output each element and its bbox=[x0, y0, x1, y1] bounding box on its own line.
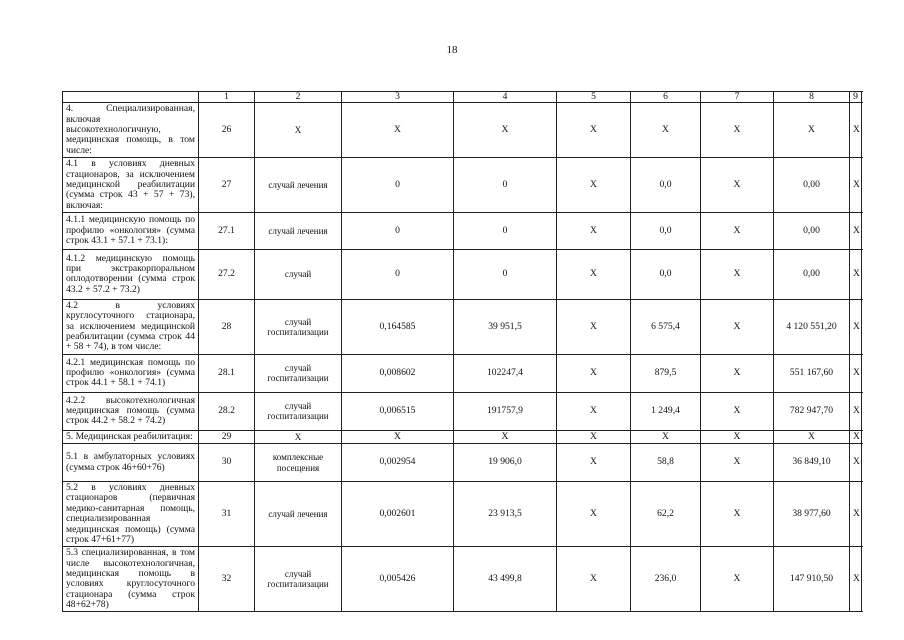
table-cell: Х bbox=[701, 212, 774, 249]
row-unit: Х bbox=[255, 430, 342, 443]
row-description: 4.1 в условиях дневных стационаров, за исключением медицинской реабилитации (сумма строк 43 + 57 + 73), включая: bbox=[63, 158, 199, 213]
row-description: 5.3 специализированная, в том числе высокотехнологичная, медицинская помощь в условиях круглосуточного стационара (сумма строк 48+62+78) bbox=[63, 547, 199, 612]
table-cell: Х bbox=[701, 392, 774, 430]
table-cell: 0,0 bbox=[631, 212, 701, 249]
table-cell: 0,164585 bbox=[342, 299, 454, 354]
table-row bbox=[63, 103, 862, 158]
row-unit: случай лечения bbox=[255, 212, 342, 249]
table-cell: Х bbox=[557, 482, 631, 547]
header-cell: 3 bbox=[342, 92, 454, 103]
header-row bbox=[63, 92, 862, 103]
table-cell: 102247,4 bbox=[454, 354, 557, 392]
row-description: 4.1.1 медицинскую помощь по профилю «онкология» (сумма строк 43.1 + 57.1 + 73.1): bbox=[63, 212, 199, 249]
table-cell: 0,00 bbox=[774, 212, 850, 249]
table-row bbox=[63, 430, 862, 443]
table-cell: Х bbox=[454, 430, 557, 443]
table-cell: Х bbox=[850, 299, 862, 354]
table-cell: Х bbox=[342, 430, 454, 443]
table-cell: Х bbox=[850, 158, 862, 213]
table-cell: Х bbox=[701, 482, 774, 547]
table-cell: 0,00 bbox=[774, 158, 850, 213]
row-description: 5. Медицинская реабилитация: bbox=[63, 430, 199, 443]
row-unit: случай госпитализации bbox=[255, 299, 342, 354]
table-cell: 1 249,4 bbox=[631, 392, 701, 430]
table-cell: Х bbox=[850, 482, 862, 547]
row-unit: случай госпитализации bbox=[255, 354, 342, 392]
table-cell: Х bbox=[557, 547, 631, 612]
table-row bbox=[63, 482, 862, 547]
table-cell: Х bbox=[557, 299, 631, 354]
table-cell: Х bbox=[557, 212, 631, 249]
table-row bbox=[63, 547, 862, 612]
table-cell: Х bbox=[850, 547, 862, 612]
table-row bbox=[63, 299, 862, 354]
row-number: 27.1 bbox=[199, 212, 255, 249]
row-description: 4. Специализированная, включая высокотехнологичную, медицинская помощь, в том числе: bbox=[63, 103, 199, 158]
table-row bbox=[63, 444, 862, 482]
report-table-body bbox=[63, 92, 862, 612]
table-cell: 0,00 bbox=[774, 249, 850, 299]
table-cell: 39 951,5 bbox=[454, 299, 557, 354]
table-row bbox=[63, 392, 862, 430]
header-cell: 1 bbox=[199, 92, 255, 103]
table-cell: 0 bbox=[342, 249, 454, 299]
table-cell: 236,0 bbox=[631, 547, 701, 612]
header-cell: 2 bbox=[255, 92, 342, 103]
table-cell: 62,2 bbox=[631, 482, 701, 547]
header-cell: 5 bbox=[557, 92, 631, 103]
table-cell: 0,002601 bbox=[342, 482, 454, 547]
table-cell: Х bbox=[701, 158, 774, 213]
table-cell: 147 910,50 bbox=[774, 547, 850, 612]
table-cell: 6 575,4 bbox=[631, 299, 701, 354]
table-cell: 0,0 bbox=[631, 158, 701, 213]
table-cell: 0,0 bbox=[631, 249, 701, 299]
table-cell: Х bbox=[850, 354, 862, 392]
table-cell: 0 bbox=[454, 212, 557, 249]
row-number: 28 bbox=[199, 299, 255, 354]
table-cell: 0 bbox=[342, 212, 454, 249]
table-cell: Х bbox=[774, 103, 850, 158]
table-cell: 782 947,70 bbox=[774, 392, 850, 430]
table-cell: 36 849,10 bbox=[774, 444, 850, 482]
table-cell: 191757,9 bbox=[454, 392, 557, 430]
table-cell: 551 167,60 bbox=[774, 354, 850, 392]
table-row bbox=[63, 158, 862, 213]
table-cell: Х bbox=[557, 444, 631, 482]
table-row bbox=[63, 212, 862, 249]
row-unit: случай госпитализации bbox=[255, 547, 342, 612]
table-cell: 0,002954 bbox=[342, 444, 454, 482]
header-cell: 6 bbox=[631, 92, 701, 103]
row-description: 4.2 в условиях круглосуточного стационара, за исключением медицинской реабилитации (сумма строк 44 + 58 + 74), в том числе: bbox=[63, 299, 199, 354]
table-cell: Х bbox=[701, 444, 774, 482]
table-cell: Х bbox=[850, 103, 862, 158]
row-unit: случай госпитализации bbox=[255, 392, 342, 430]
table-cell: Х bbox=[701, 354, 774, 392]
table-cell: Х bbox=[701, 299, 774, 354]
table-cell: Х bbox=[557, 392, 631, 430]
table-cell: Х bbox=[701, 249, 774, 299]
table-cell: Х bbox=[850, 444, 862, 482]
table-cell: Х bbox=[850, 249, 862, 299]
table-cell: Х bbox=[701, 103, 774, 158]
table-cell: Х bbox=[850, 212, 862, 249]
table-cell: Х bbox=[701, 430, 774, 443]
table-cell: 4 120 551,20 bbox=[774, 299, 850, 354]
row-unit: комплексные посещения bbox=[255, 444, 342, 482]
page-number: 18 bbox=[446, 44, 458, 56]
table-cell: Х bbox=[850, 430, 862, 443]
table-cell: 0 bbox=[454, 249, 557, 299]
table-cell: 43 499,8 bbox=[454, 547, 557, 612]
table-cell: Х bbox=[557, 103, 631, 158]
header-cell-empty bbox=[63, 92, 199, 103]
table-cell: 0,005426 bbox=[342, 547, 454, 612]
row-number: 27.2 bbox=[199, 249, 255, 299]
row-number: 30 bbox=[199, 444, 255, 482]
table-cell: 0,006515 bbox=[342, 392, 454, 430]
row-number: 32 bbox=[199, 547, 255, 612]
header-cell: 4 bbox=[454, 92, 557, 103]
row-number: 29 bbox=[199, 430, 255, 443]
row-unit: случай лечения bbox=[255, 158, 342, 213]
report-table bbox=[62, 91, 862, 612]
table-cell: Х bbox=[631, 430, 701, 443]
table-cell: 0 bbox=[342, 158, 454, 213]
table-cell: Х bbox=[850, 392, 862, 430]
row-number: 26 bbox=[199, 103, 255, 158]
row-description: 4.2.2 высокотехнологичная медицинская помощь (сумма строк 44.2 + 58.2 + 74.2) bbox=[63, 392, 199, 430]
table-cell: Х bbox=[701, 547, 774, 612]
row-number: 28.2 bbox=[199, 392, 255, 430]
table-row bbox=[63, 354, 862, 392]
table-cell: Х bbox=[557, 158, 631, 213]
table-cell: 23 913,5 bbox=[454, 482, 557, 547]
table-cell: 19 906,0 bbox=[454, 444, 557, 482]
header-cell: 9 bbox=[850, 92, 862, 103]
row-unit: Х bbox=[255, 103, 342, 158]
row-description: 5.1 в амбулаторных условиях (сумма строк 46+60+76) bbox=[63, 444, 199, 482]
table-cell: 58,8 bbox=[631, 444, 701, 482]
table-cell: Х bbox=[774, 430, 850, 443]
row-description: 5.2 в условиях дневных стационаров (первичная медико-санитарная помощь, специализированная медицинская помощь) (сумма строк 47+61+77) bbox=[63, 482, 199, 547]
row-unit: случай лечения bbox=[255, 482, 342, 547]
table-cell: Х bbox=[557, 430, 631, 443]
row-description: 4.2.1 медицинская помощь по профилю «онкология» (сумма строк 44.1 + 58.1 + 74.1) bbox=[63, 354, 199, 392]
table-cell: Х bbox=[342, 103, 454, 158]
table-cell: Х bbox=[631, 103, 701, 158]
table-cell: 0,008602 bbox=[342, 354, 454, 392]
row-description: 4.1.2 медицинскую помощь при экстракорпоральном оплодотворении (сумма строк 43.2 + 57.2 + 73.2) bbox=[63, 249, 199, 299]
table-cell: Х bbox=[557, 249, 631, 299]
table-cell: Х bbox=[557, 354, 631, 392]
table-cell: 879,5 bbox=[631, 354, 701, 392]
table-cell: 0 bbox=[454, 158, 557, 213]
table-row bbox=[63, 249, 862, 299]
table-cell: Х bbox=[454, 103, 557, 158]
row-number: 27 bbox=[199, 158, 255, 213]
row-number: 28.1 bbox=[199, 354, 255, 392]
header-cell: 7 bbox=[701, 92, 774, 103]
table-cell: 38 977,60 bbox=[774, 482, 850, 547]
header-cell: 8 bbox=[774, 92, 850, 103]
row-number: 31 bbox=[199, 482, 255, 547]
row-unit: случай bbox=[255, 249, 342, 299]
